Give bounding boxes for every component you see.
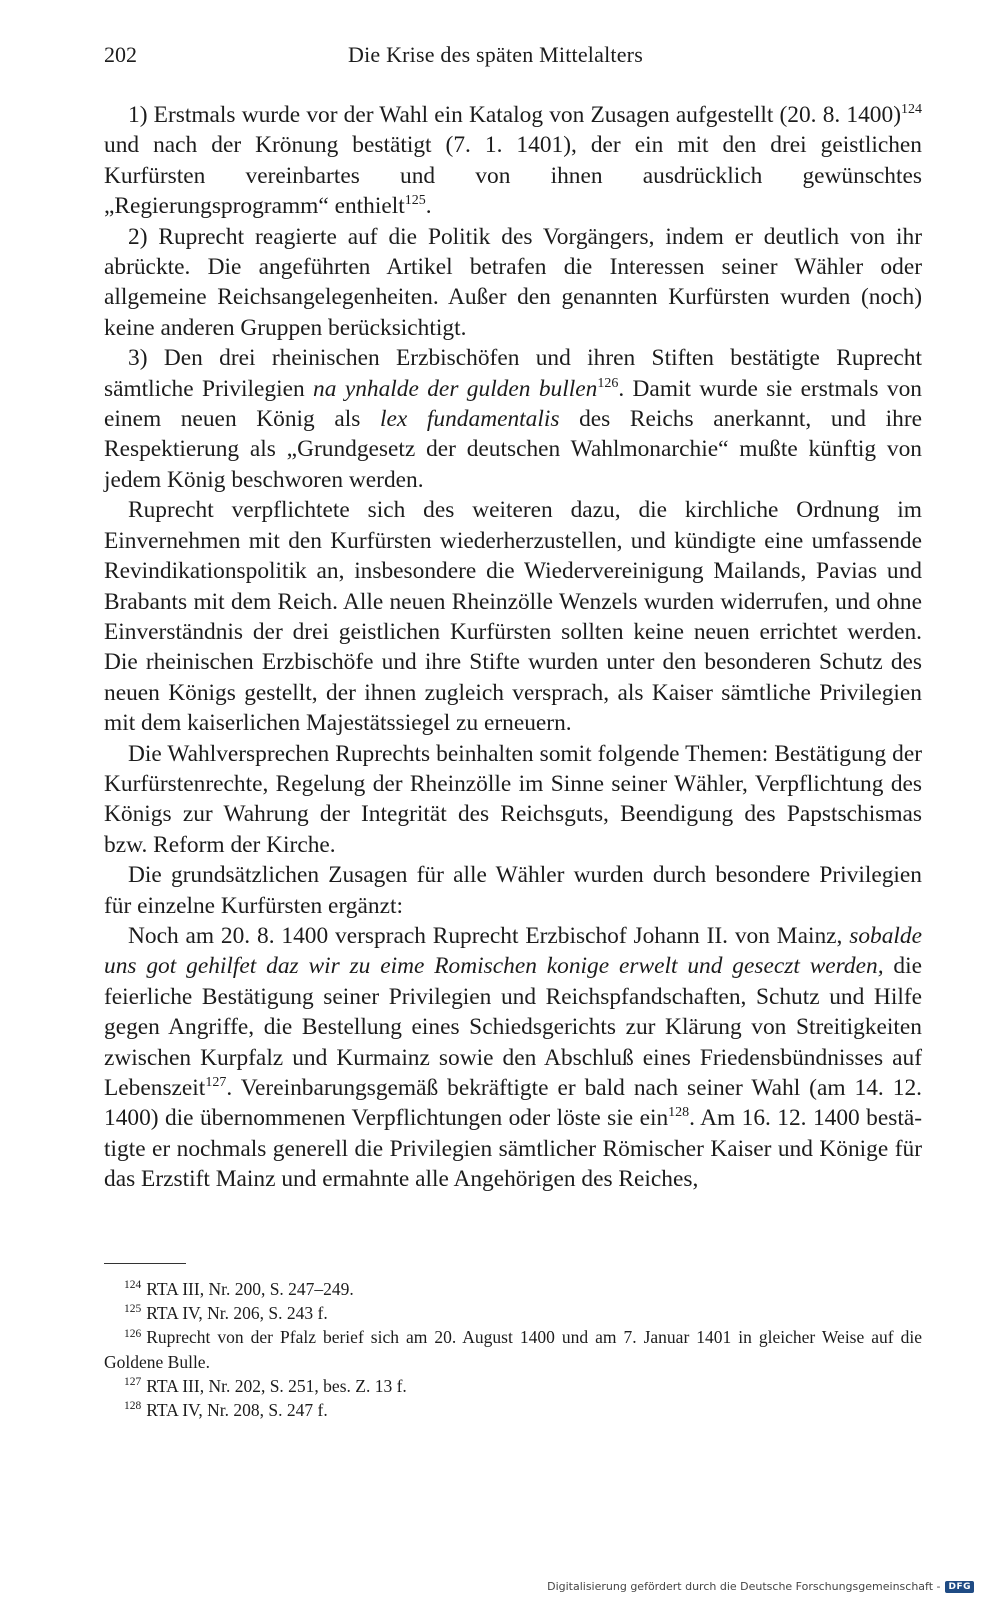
footnote-text: RTA III, Nr. 202, S. 251, bes. Z. 13 f. xyxy=(146,1375,407,1396)
footnote-number: 127 xyxy=(124,1375,142,1388)
text-run: 1) Erstmals wurde vor der Wahl ein Katalog von Zusagen aufgestellt (20. 8. 1400) xyxy=(128,102,901,128)
middle-german-quote: sobalde uns got gehilfet daz wir zu eime Romischen konige erwelt und geseczt werden, xyxy=(104,922,922,980)
footnote-ref-128[interactable]: 128 xyxy=(668,1105,690,1121)
footnote-number: 124 xyxy=(124,1279,142,1292)
footnote-divider xyxy=(104,1263,186,1264)
footnote-125 xyxy=(104,1301,922,1325)
text-run: . xyxy=(425,193,432,220)
text-run: und nach der Krönung bestätigt (7. 1. 1401), der ein mit den drei geistlichen Kurfürsten vereinbartes und von ihnen ausdrücklich gewünschtes „Regierungsprogramm“ enthielt xyxy=(104,132,922,220)
text-run: 3) Den drei rheinischen Erzbischöfen und ihren Stiften bestätigte Ruprecht sämtliche Privilegien xyxy=(104,345,922,402)
footnote-ref-127[interactable]: 127 xyxy=(205,1075,227,1091)
paragraph-2: 2) Ruprecht reagierte auf die Politik des Vorgängers, indem er deutlich von ihr abrückte. Die angeführten Artikel betrafen die Interessen seiner Wähler oder allgemeine Reichsangelegenheiten. Außer den genannten Kurfürsten wurden (noch) keine anderen Gruppen berücksichtigt. xyxy=(104,223,922,341)
latin-term: lex fundamentalis xyxy=(380,406,560,433)
text-run: . Am 16. 12. 1400 bestätigte er nochmals generell die Privilegien sämtlicher Römischer Kaiser und Könige für das Erzstift Mainz und ermahnte alle Angehörigen des Reiches, xyxy=(104,1105,923,1193)
footnote-text: RTA III, Nr. 200, S. 247–249. xyxy=(146,1279,354,1299)
credit-text: Digitalisierung gefördert durch die Deutsche Forschungsgemeinschaft - xyxy=(547,1580,941,1593)
footnote-126 xyxy=(104,1325,922,1373)
text-run: die feierliche Bestätigung seiner Privilegien und Reichspfandschaften, Schutz und Hilfe gegen Angriffe, die Bestellung eines Schiedsgerichts zur Klärung von Streitigkeiten zwischen Kurpfalz und Kurmainz sowie den Abschluß eines Friedensbündnisses auf Lebenszeit xyxy=(104,953,922,1101)
footnote-number: 125 xyxy=(124,1303,142,1316)
paragraph-3 xyxy=(104,343,922,495)
running-head: Die Krise des späten Mittelalters xyxy=(348,42,643,67)
footnote-ref-126[interactable]: 126 xyxy=(597,375,619,391)
footnote-124 xyxy=(104,1277,922,1301)
text-run: des Reichs anerkannt, und ihre Respektierung als „Grundgesetz der deutschen Wahlmonarchie“ mußte künftig von jedem König beschworen werden. xyxy=(104,406,923,493)
footnote-text: RTA IV, Nr. 206, S. 243 f. xyxy=(146,1303,328,1324)
footnote-ref-124[interactable]: 124 xyxy=(901,102,922,118)
paragraph-5: Die Wahlversprechen Ruprechts beinhalten somit folgende Themen: Bestätigung der Kurfürstenrechte, Regelung der Rheinzölle im Sinne seiner Wähler, Verpflichtung des Königs zur Wahrung der Integrität des Reichsguts, Beendigung des Papstschismas bzw. Reform der Kirche. xyxy=(104,740,922,858)
paragraph-1 xyxy=(104,100,922,222)
footnote-127 xyxy=(104,1374,922,1398)
text-run: . Damit wurde sie erstmals von einem neuen König als xyxy=(104,375,922,433)
text-run: . Vereinbarungsgemäß bekräftigte er bald nach seiner Wahl (am 14. 12. 1400) die übernommenen Verpflichtungen oder löste sie ein xyxy=(104,1075,922,1132)
dfg-logo-icon[interactable]: DFG xyxy=(945,1581,974,1593)
paragraph-6: Die grundsätzlichen Zusagen für alle Wähler wurden durch besondere Privilegien für einzelne Kurfürsten ergänzt: xyxy=(104,862,922,919)
footnote-text: Ruprecht von der Pfalz berief sich am 20. August 1400 und am 7. Januar 1401 in gleicher Weise auf die Goldene Bulle. xyxy=(104,1327,922,1372)
footnote-number: 128 xyxy=(124,1400,142,1413)
latin-quote: na ynhalde der gulden bullen xyxy=(313,375,598,402)
digitization-credit xyxy=(547,1580,974,1593)
body-text xyxy=(104,100,922,1195)
text-run: Noch am 20. 8. 1400 versprach Ruprecht Erzbischof Johann II. von Mainz, xyxy=(128,922,850,949)
footnote-ref-125[interactable]: 125 xyxy=(404,193,426,209)
footnote-128 xyxy=(104,1398,922,1422)
footnote-text: RTA IV, Nr. 208, S. 247 f. xyxy=(146,1400,328,1421)
page-number: 202 xyxy=(104,42,137,67)
footnotes xyxy=(104,1277,922,1422)
paragraph-4: Ruprecht verpflichtete sich des weiteren dazu, die kirchliche Ordnung im Einvernehmen mit den Kurfürsten wiederherzustellen, und kündigte eine umfassende Revindikationspolitik an, insbesondere die Wiedervereinigung Mailands, Pavias und Brabants mit dem Reich. Alle neuen Rheinzölle Wenzels wurden widerrufen, und ohne Einverständnis der drei geistlichen Kurfürsten sollten keine neuen errichtet werden. Die rheinischen Erzbischöfe und ihre Stifte wurden unter den besonderen Schutz des neuen Königs gestellt, der ihnen zugleich versprach, als Kaiser sämtliche Privilegien mit dem kaiserlichen Majestätssiegel zu erneuern. xyxy=(104,497,922,737)
page-header xyxy=(104,42,924,72)
paragraph-7 xyxy=(104,921,922,1195)
footnote-number: 126 xyxy=(124,1327,142,1340)
